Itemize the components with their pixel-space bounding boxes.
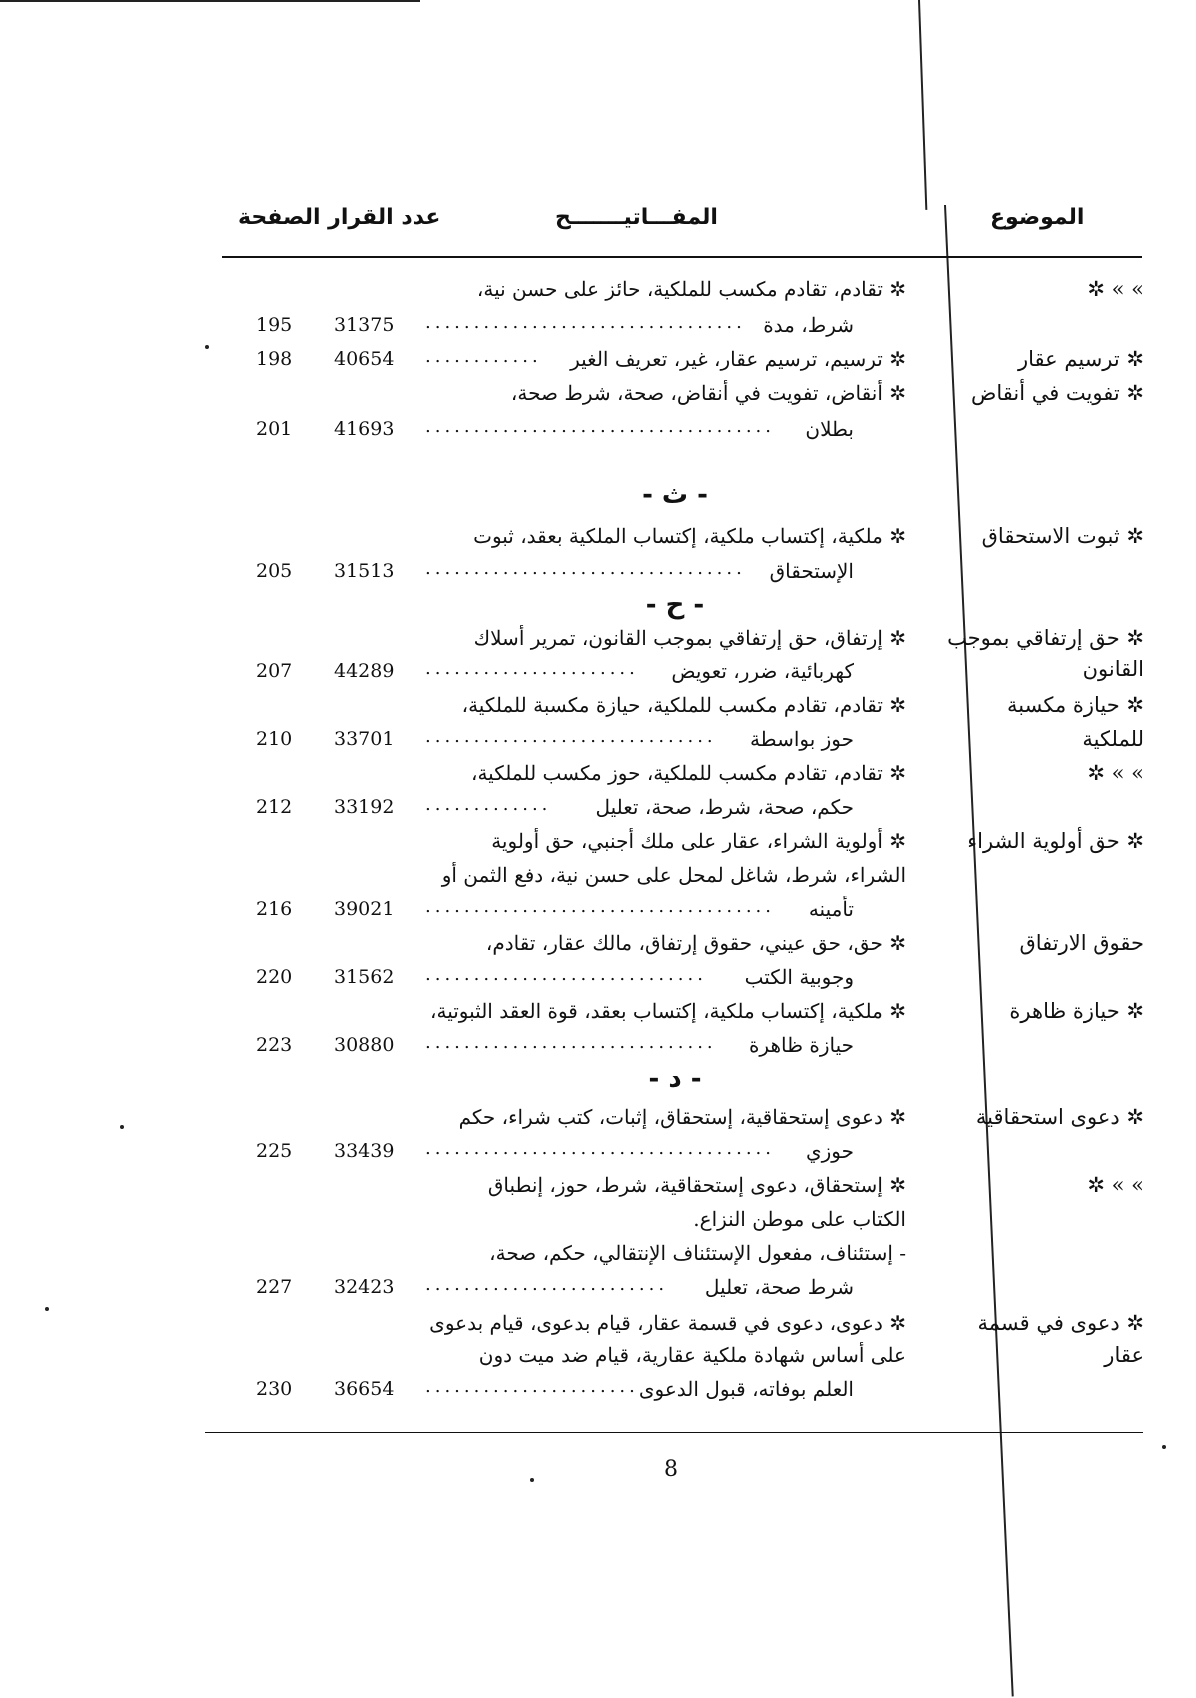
entry-keywords-line: ✲ أولوية الشراء، عقار على ملك أجنبي، حق أولوية <box>491 829 906 853</box>
decision-number: 31375 <box>334 314 395 336</box>
decision-number: 44289 <box>334 660 395 682</box>
entry-keywords-line: بطلان <box>805 417 854 441</box>
entry-keywords-line: ✲ دعوى، دعوى في قسمة عقار، قيام بدعوى، قيام بدعوى <box>429 1311 906 1335</box>
leader-dots: .................................... <box>425 1138 775 1159</box>
page-number: 223 <box>256 1034 293 1056</box>
scan-artifact-line <box>0 0 420 2</box>
page-number: 210 <box>256 728 293 750</box>
scan-speck <box>1162 1445 1166 1449</box>
entry-keywords-line: شرط، مدة <box>763 313 854 337</box>
entry-topic: » » ✲ <box>1087 1173 1144 1197</box>
entry-topic: » » ✲ <box>1087 277 1144 301</box>
decision-number: 33701 <box>334 728 395 750</box>
page-number: 225 <box>256 1140 293 1162</box>
page-number: 230 <box>256 1378 293 1400</box>
header-keywords: المفـــاتيـــــــح <box>555 205 718 230</box>
page-number: 195 <box>256 314 293 336</box>
decision-number: 31562 <box>334 966 395 988</box>
decision-number: 31513 <box>334 560 395 582</box>
entry-keywords-line: كهربائية، ضرر، تعويض <box>671 659 854 683</box>
scan-speck <box>530 1478 534 1482</box>
leader-dots: ............................. <box>425 964 707 985</box>
entry-keywords-line: ✲ تقادم، تقادم مكسب للملكية، حوز مكسب للملكية، <box>471 761 906 785</box>
page-number: 212 <box>256 796 293 818</box>
entry-keywords-line: حوزي <box>805 1139 854 1163</box>
decision-number: 33439 <box>334 1140 395 1162</box>
entry-keywords-line: حوز بواسطة <box>749 727 854 751</box>
entry-topic: ✲ ثبوت الاستحقاق <box>981 524 1144 548</box>
entry-keywords-line: ✲ تقادم، تقادم مكسب للملكية، حيازة مكسبة للملكية، <box>461 693 906 717</box>
entry-topic: ✲ حيازة مكسبة <box>1007 693 1144 717</box>
leader-dots: ...................... <box>425 658 639 679</box>
entry-topic: ✲ حق أولوية الشراء <box>967 829 1144 853</box>
entry-topic: ✲ دعوى استحقاقية <box>975 1105 1144 1129</box>
entry-topic: » » ✲ <box>1087 761 1144 785</box>
entry-keywords-line: ✲ ملكية، إكتساب ملكية، إكتساب الملكية بعقد، ثبوت <box>473 524 906 548</box>
entry-topic: حقوق الارتفاق <box>1019 931 1144 955</box>
leader-dots: ................................. <box>425 312 746 333</box>
entry-topic-continuation: عقار <box>1104 1343 1144 1367</box>
entry-topic: ✲ دعوى في قسمة <box>977 1311 1144 1335</box>
page-number-footer: 8 <box>664 1457 678 1482</box>
page-number: 207 <box>256 660 293 682</box>
entry-keywords-line: وجوبية الكتب <box>744 965 854 989</box>
leader-dots: .................................... <box>425 416 775 437</box>
entry-keywords-line: ✲ إستحقاق، دعوى إستحقاقية، شرط، حوز، إنطباق <box>487 1173 906 1197</box>
entry-keywords-line: تأمينه <box>808 897 854 921</box>
entry-keywords-line: حكم، صحة، شرط، صحة، تعليل <box>595 795 854 819</box>
leader-dots: ...................... <box>425 1376 639 1397</box>
leader-dots: ......................... <box>425 1274 669 1295</box>
entry-topic: ✲ ترسيم عقار <box>1018 347 1144 371</box>
leader-dots: .............................. <box>425 1032 717 1053</box>
scan-speck <box>120 1125 124 1129</box>
decision-number: 36654 <box>334 1378 395 1400</box>
section-letter: - د - <box>648 1064 702 1094</box>
leader-dots: .................................... <box>425 896 775 917</box>
scan-artifact-line <box>918 0 927 210</box>
entry-topic: ✲ حيازة ظاهرة <box>1009 999 1144 1023</box>
entry-keywords-line: ✲ تقادم، تقادم مكسب للملكية، حائز على حسن نية، <box>476 277 906 301</box>
section-letter: - ح - <box>645 590 705 620</box>
entry-keywords-line: على أساس شهادة ملكية عقارية، قيام ضد ميت دون <box>478 1343 906 1367</box>
entry-keywords-line: ✲ ترسيم، ترسيم عقار، غير، تعريف الغير <box>570 347 906 371</box>
entry-keywords-line: ✲ أنقاض، تفويت في أنقاض، صحة، شرط صحة، <box>510 381 906 405</box>
decision-number: 40654 <box>334 348 395 370</box>
scan-speck <box>45 1307 49 1311</box>
header-rule <box>222 256 1142 258</box>
entry-keywords-line: ✲ حق، حق عيني، حقوق إرتفاق، مالك عقار، تقادم، <box>485 931 906 955</box>
entry-keywords-line: ✲ دعوى إستحقاقية، إستحقاق، إثبات، كتب شراء، حكم <box>458 1105 906 1129</box>
page-number: 227 <box>256 1276 293 1298</box>
entry-topic-continuation: القانون <box>1082 657 1144 681</box>
entry-topic: ✲ تفويت في أنقاض <box>970 381 1144 405</box>
leader-dots: ............. <box>425 794 552 815</box>
leader-dots: .............................. <box>425 726 717 747</box>
decision-number: 33192 <box>334 796 395 818</box>
entry-keywords-line: ✲ ملكية، إكتساب ملكية، إكتساب بعقد، قوة العقد الثبوتية، <box>430 999 906 1023</box>
entry-keywords-line: ✲ إرتفاق، حق إرتفاقي بموجب القانون، تمرير أسلاك <box>473 626 906 650</box>
page-number: 198 <box>256 348 293 370</box>
scan-speck <box>205 345 209 349</box>
section-letter: - ث - <box>642 480 708 510</box>
entry-keywords-line: شرط صحة، تعليل <box>704 1275 854 1299</box>
decision-number: 39021 <box>334 898 395 920</box>
entry-keywords-line: - إستئناف، مفعول الإستئناف الإنتقالي، حكم، صحة، <box>489 1241 906 1265</box>
page-number: 216 <box>256 898 293 920</box>
leader-dots: ............ <box>425 346 542 367</box>
entry-topic-continuation: للملكية <box>1082 727 1144 751</box>
leader-dots: ................................. <box>425 558 746 579</box>
header-numbers: عدد القرار الصفحة <box>238 205 441 230</box>
entry-keywords-line: الكتاب على موطن النزاع. <box>693 1207 906 1231</box>
decision-number: 32423 <box>334 1276 395 1298</box>
header-topic: الموضوع <box>990 205 1085 230</box>
page-number: 205 <box>256 560 293 582</box>
entry-keywords-line: حيازة ظاهرة <box>748 1033 854 1057</box>
entry-keywords-line: العلم بوفاته، قبول الدعوى <box>638 1377 854 1401</box>
footer-rule <box>205 1432 1143 1433</box>
page-number: 201 <box>256 418 293 440</box>
page-number: 220 <box>256 966 293 988</box>
decision-number: 30880 <box>334 1034 395 1056</box>
decision-number: 41693 <box>334 418 395 440</box>
entry-keywords-line: الإستحقاق <box>769 559 854 583</box>
entry-topic: ✲ حق إرتفاقي بموجب <box>947 626 1144 650</box>
entry-keywords-line: الشراء، شرط، شاغل لمحل على حسن نية، دفع الثمن أو <box>441 863 906 887</box>
